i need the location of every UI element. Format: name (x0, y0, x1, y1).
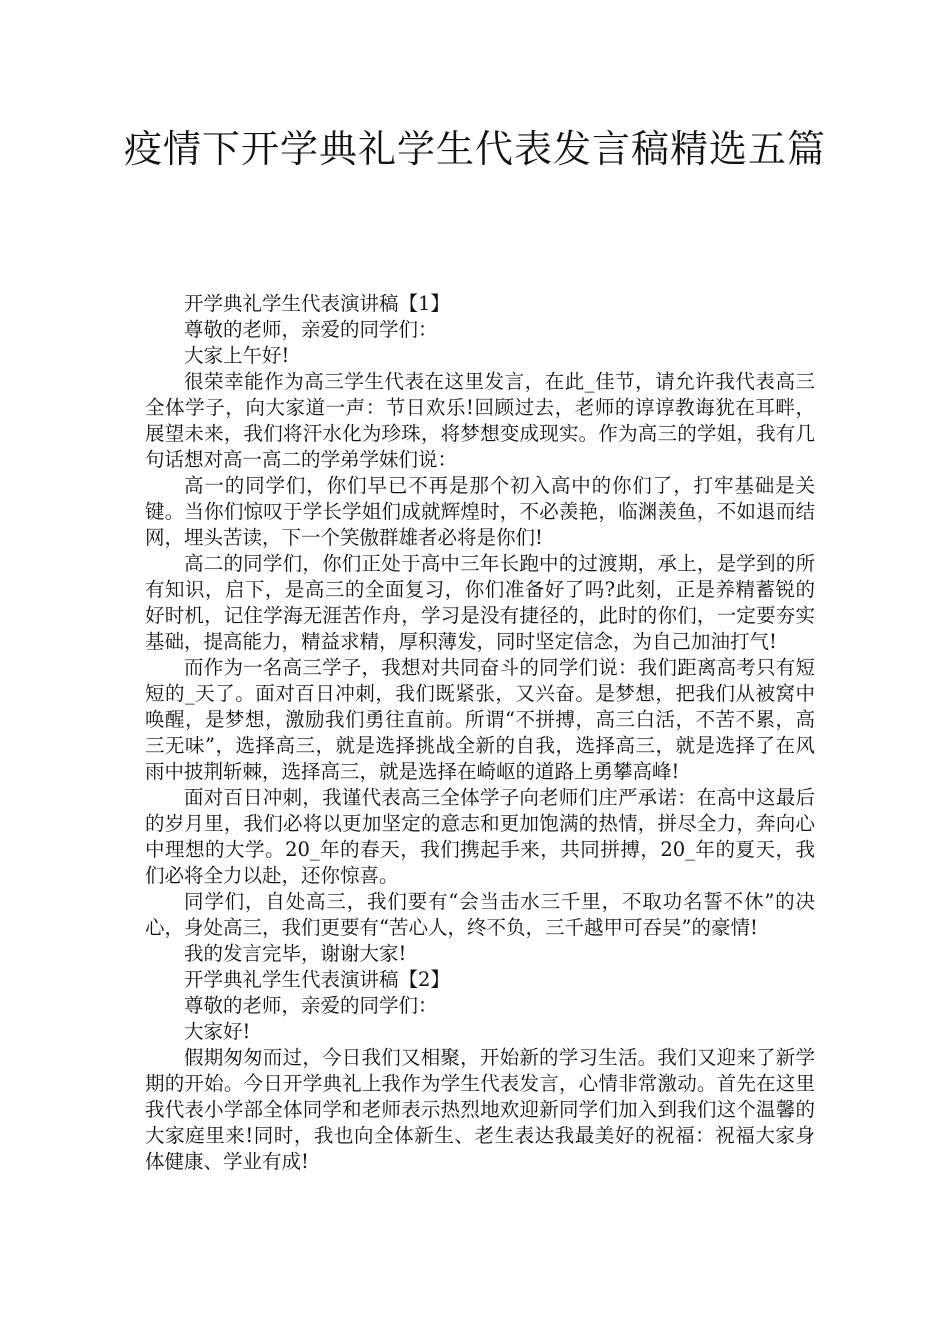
section-heading-1: 开学典礼学生代表演讲稿【1】 (184, 292, 450, 315)
closing-line: 我的发言完毕，谢谢大家! (184, 942, 407, 965)
section-heading-2: 开学典礼学生代表演讲稿【2】 (184, 968, 450, 991)
body-paragraph: 假期匆匆而过，今日我们又相聚，开始新的学习生活。我们又迎来了新学期的开始。今日开学典礼上我作为学生代表发言，心情非常激动。首先在这里我代表小学部全体同学和老师表示热烈地欢迎新同学们加入到我们这个温馨的大家庭里来!同时，我也向全体新生、老生表达我最美好的祝福：祝福大家身体健康、学业有成! (145, 1046, 815, 1173)
greeting: 大家上午好! (184, 344, 290, 367)
document-body (145, 291, 815, 1175)
body-paragraph: 很荣幸能作为高三学生代表在这里发言，在此_佳节，请允许我代表高三全体学子，向大家道一声：节日欢乐!回顾过去，老师的谆谆教诲犹在耳畔，展望未来，我们将汗水化为珍珠，将梦想变成现实。作为高三的学姐，我有几句话想对高一高二的学弟学妹们说： (145, 370, 815, 471)
body-paragraph: 而作为一名高三学子，我想对共同奋斗的同学们说：我们距离高考只有短短的_天了。面对百日冲刺，我们既紧张，又兴奋。是梦想，把我们从被窝中唤醒，是梦想，激励我们勇往直前。所谓“不拼搏，高三白活，不苦不累，高三无味”，选择高三，就是选择挑战全新的自我，选择高三，就是选择了在风雨中披荆斩棘，选择高三，就是选择在崎岖的道路上勇攀高峰! (145, 656, 815, 783)
salutation: 尊敬的老师，亲爱的同学们： (184, 994, 438, 1017)
greeting: 大家好! (184, 1020, 251, 1043)
body-paragraph: 面对百日冲刺，我谨代表高三全体学子向老师们庄严承诺：在高中这最后的岁月里，我们必将以更加坚定的意志和更加饱满的热情，拼尽全力，奔向心中理想的大学。20_年的春天，我们携起手来，共同拼搏，20_年的夏天，我们必将全力以赴，还你惊喜。 (145, 786, 815, 887)
body-paragraph: 同学们，自处高三，我们要有“会当击水三千里，不取功名誓不休”的决心，身处高三，我们更要有“苦心人，终不负，三千越甲可吞吴”的豪情! (145, 890, 815, 939)
body-paragraph: 高一的同学们，你们早已不再是那个初入高中的你们了，打牢基础是关键。当你们惊叹于学长学姐们成就辉煌时，不必羡艳，临渊羡鱼，不如退而结网，埋头苦读，下一个笑傲群雄者必将是你们! (145, 474, 815, 549)
body-paragraph: 高二的同学们，你们正处于高中三年长跑中的过渡期，承上，是学到的所有知识，启下，是高三的全面复习，你们准备好了吗?此刻，正是养精蓄锐的好时机，记住学海无涯苦作舟，学习是没有捷径的，此时的你们，一定要夯实基础，提高能力，精益求精，厚积薄发，同时坚定信念，为自己加油打气! (145, 552, 815, 653)
document-title: 疫情下开学典礼学生代表发言稿精选五篇 (123, 127, 826, 171)
salutation: 尊敬的老师，亲爱的同学们： (184, 318, 438, 341)
